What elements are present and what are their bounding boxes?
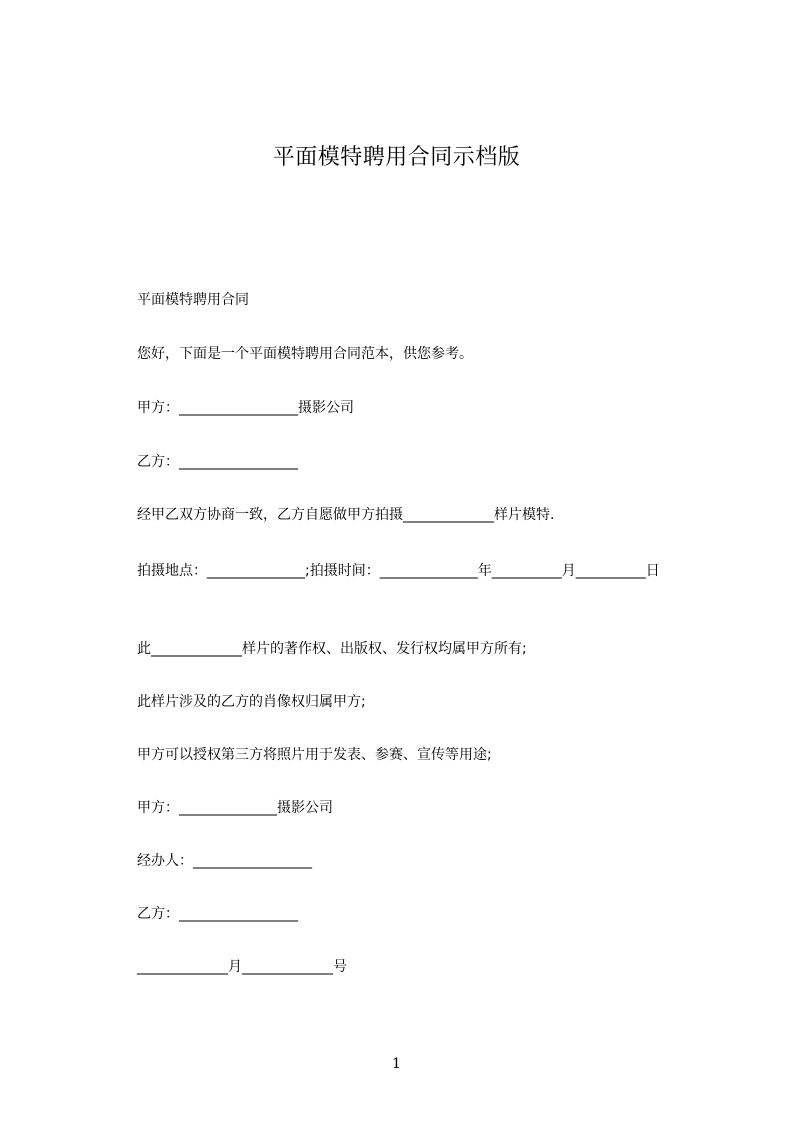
- paragraph-contract-name: 平面模特聘用合同: [137, 292, 249, 308]
- signature-date: _____________月_____________号: [137, 959, 347, 975]
- paragraph-party-b: 乙方：_________________: [137, 454, 298, 470]
- paragraph-copyright: 此_____________样片的著作权、出版权、发行权均属甲方所有;: [137, 641, 527, 657]
- paragraph-party-a: 甲方：_________________摄影公司: [137, 400, 354, 416]
- paragraph-portrait-right: 此样片涉及的乙方的肖像权归属甲方;: [137, 694, 366, 710]
- paragraph-greeting: 您好，下面是一个平面模特聘用合同范本，供您参考。: [137, 346, 473, 362]
- signature-party-a: 甲方：______________摄影公司: [137, 800, 333, 816]
- paragraph-authorization: 甲方可以授权第三方将照片用于发表、参赛、宣传等用途;: [137, 747, 492, 763]
- signature-agent: 经办人：_________________: [137, 853, 312, 869]
- paragraph-agreement: 经甲乙双方协商一致，乙方自愿做甲方拍摄_____________样片模特.: [137, 507, 555, 523]
- signature-party-b: 乙方：_________________: [137, 906, 298, 922]
- page-number: 1: [392, 1056, 401, 1072]
- paragraph-location-time: 拍摄地点：______________;拍摄时间：______________年__________月__________日: [137, 563, 660, 579]
- document-title: 平面模特聘用合同示档版: [272, 145, 521, 170]
